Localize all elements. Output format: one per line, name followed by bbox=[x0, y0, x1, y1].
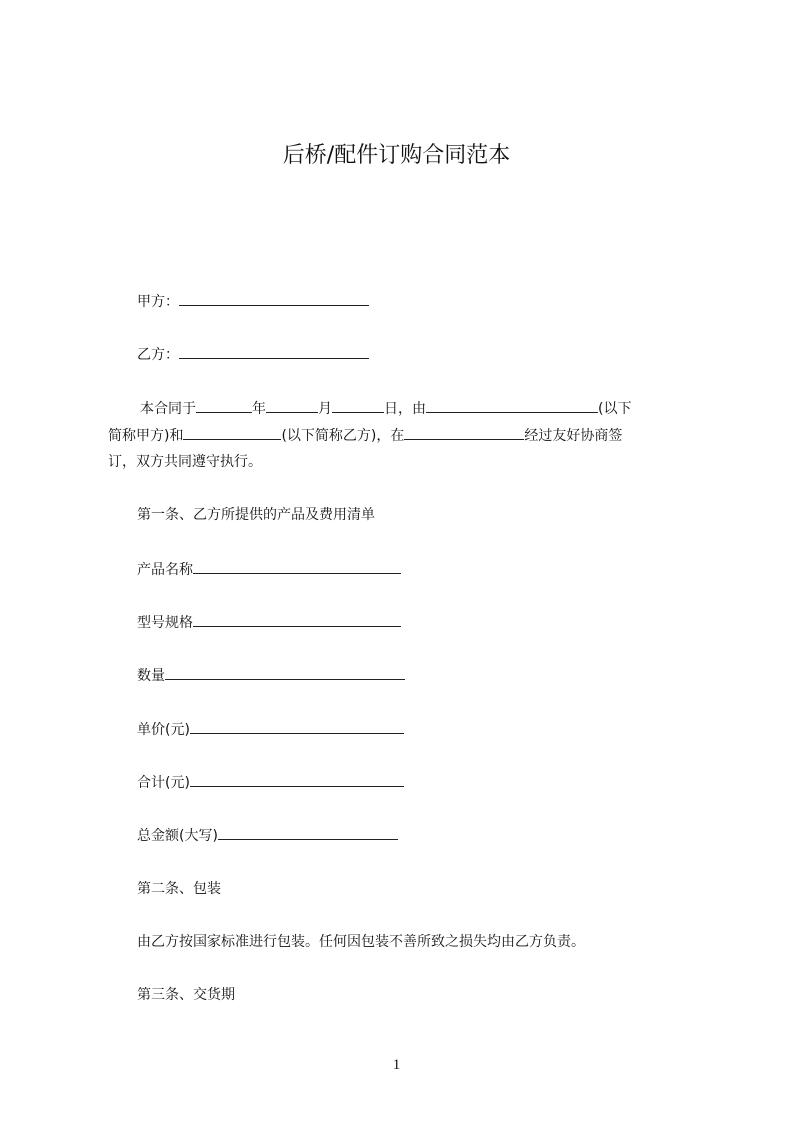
article1-heading: 第一条、乙方所提供的产品及费用清单 bbox=[137, 507, 375, 523]
intro-text-6: 简称甲方)和 bbox=[108, 428, 184, 444]
quantity-blank[interactable] bbox=[165, 665, 405, 680]
unit-price-line bbox=[137, 719, 404, 740]
party-b-label: 乙方： bbox=[137, 347, 179, 363]
unit-price-blank[interactable] bbox=[190, 719, 404, 734]
intro-text-1: 本合同于 bbox=[140, 401, 196, 417]
model-spec-line bbox=[137, 612, 401, 633]
party-a-blank[interactable] bbox=[179, 291, 369, 306]
party-a-name-blank[interactable] bbox=[426, 398, 598, 413]
party-b-line bbox=[137, 344, 369, 365]
model-spec-label: 型号规格 bbox=[137, 615, 193, 631]
intro-text-8: 经过友好协商签 bbox=[524, 428, 623, 444]
model-spec-blank[interactable] bbox=[193, 612, 401, 627]
intro-text-5: (以下 bbox=[598, 401, 632, 417]
total-amount-blank[interactable] bbox=[218, 825, 398, 840]
total-amount-line bbox=[137, 825, 398, 846]
party-b-name-blank[interactable] bbox=[183, 425, 281, 440]
intro-text-4: 日，由 bbox=[384, 401, 426, 417]
intro-line-1 bbox=[140, 398, 631, 419]
subtotal-label: 合计(元) bbox=[137, 775, 190, 791]
place-blank[interactable] bbox=[404, 425, 524, 440]
article2-heading: 第二条、包装 bbox=[137, 881, 221, 897]
party-a-line bbox=[137, 291, 369, 312]
intro-text-9: 订，双方共同遵守执行。 bbox=[108, 454, 262, 470]
party-b-blank[interactable] bbox=[179, 344, 369, 359]
intro-text-3: 月 bbox=[318, 401, 332, 417]
product-name-label: 产品名称 bbox=[137, 562, 193, 578]
page-number: 1 bbox=[392, 1057, 401, 1073]
quantity-line bbox=[137, 665, 405, 686]
year-blank[interactable] bbox=[196, 398, 252, 413]
unit-price-label: 单价(元) bbox=[137, 722, 190, 738]
page-title: 后桥/配件订购合同范本 bbox=[282, 143, 511, 168]
total-amount-label: 总金额(大写) bbox=[137, 828, 218, 844]
product-name-line bbox=[137, 559, 401, 580]
intro-text-7: (以下简称乙方)，在 bbox=[281, 428, 405, 444]
month-blank[interactable] bbox=[266, 398, 318, 413]
day-blank[interactable] bbox=[332, 398, 384, 413]
product-name-blank[interactable] bbox=[193, 559, 401, 574]
article3-heading: 第三条、交货期 bbox=[137, 987, 235, 1003]
party-a-label: 甲方： bbox=[137, 294, 179, 310]
quantity-label: 数量 bbox=[137, 668, 165, 684]
subtotal-blank[interactable] bbox=[190, 772, 404, 787]
intro-line-2 bbox=[108, 425, 622, 446]
intro-line-3 bbox=[108, 452, 262, 472]
subtotal-line bbox=[137, 772, 404, 793]
article2-body: 由乙方按国家标准进行包装。任何因包装不善所致之损失均由乙方负责。 bbox=[137, 934, 585, 950]
intro-text-2: 年 bbox=[252, 401, 266, 417]
